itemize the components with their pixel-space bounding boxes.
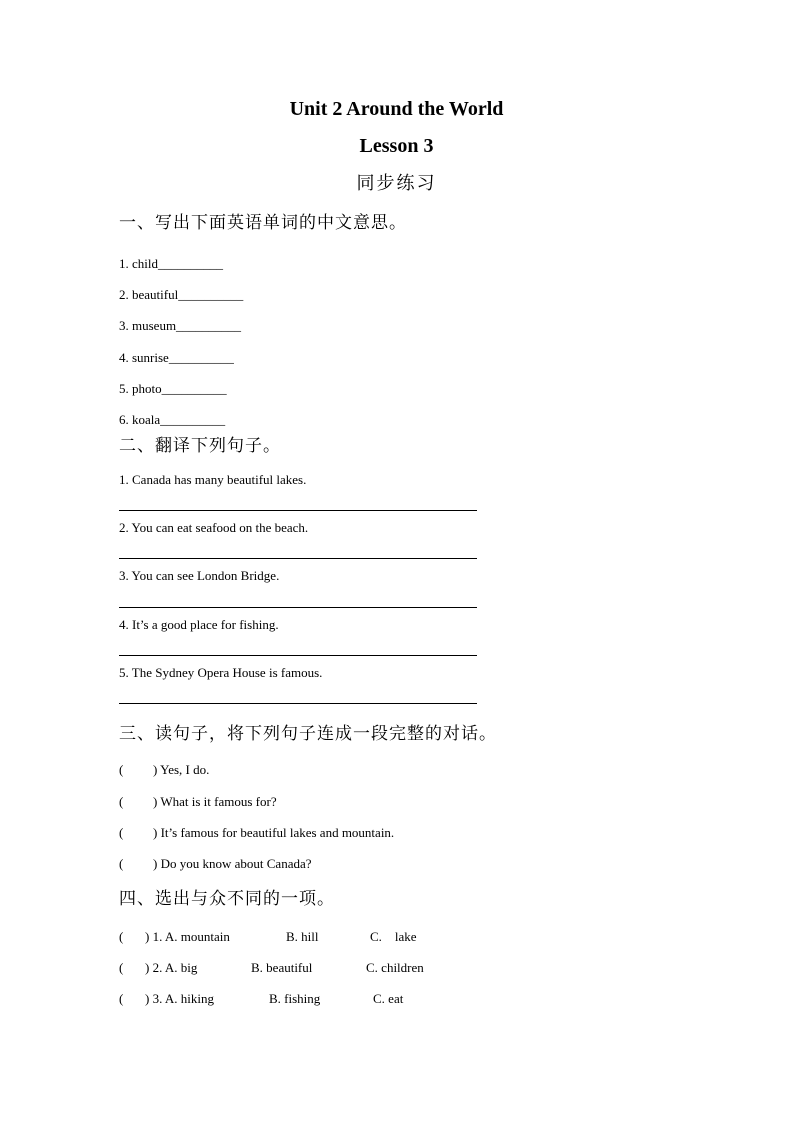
translation-item: 5. The Sydney Opera House is famous. bbox=[119, 665, 323, 680]
answer-paren-close: ) bbox=[153, 794, 158, 809]
answer-paren-close: ) bbox=[153, 762, 158, 777]
answer-paren-close: ) bbox=[153, 825, 158, 840]
answer-paren-close: ) bbox=[153, 856, 158, 871]
translation-item: 3. You can see London Bridge. bbox=[119, 568, 280, 583]
answer-paren-open: ( bbox=[119, 929, 124, 944]
option-a: 2. A. big bbox=[152, 960, 198, 975]
translation-item: 1. Canada has many beautiful lakes. bbox=[119, 472, 307, 487]
answer-paren-open: ( bbox=[119, 960, 124, 975]
mc-question bbox=[119, 960, 197, 976]
dialogue-item bbox=[119, 825, 394, 841]
page-subtitle: 同步练习 bbox=[356, 173, 437, 194]
dialogue-text: Do you know about Canada? bbox=[160, 856, 312, 871]
vocab-item: 6. koala__________ bbox=[119, 412, 226, 427]
answer-paren-open: ( bbox=[119, 794, 124, 809]
vocab-item: 1. child__________ bbox=[119, 256, 223, 271]
dialogue-text: Yes, I do. bbox=[160, 762, 210, 777]
dialogue-item bbox=[119, 794, 277, 810]
option-c: C. lake bbox=[370, 929, 417, 944]
section-4-heading: 四、选出与众不同的一项。 bbox=[119, 889, 335, 909]
dialogue-text: What is it famous for? bbox=[160, 794, 277, 809]
dialogue-item bbox=[119, 762, 209, 778]
answer-paren-close: ) bbox=[145, 929, 150, 944]
lesson-title: Lesson 3 bbox=[359, 135, 434, 157]
answer-paren-open: ( bbox=[119, 762, 124, 777]
vocab-item: 4. sunrise__________ bbox=[119, 350, 234, 365]
option-a: 3. A. hiking bbox=[152, 991, 214, 1006]
answer-line bbox=[119, 607, 477, 608]
answer-paren-open: ( bbox=[119, 825, 124, 840]
answer-line bbox=[119, 558, 477, 559]
mc-question bbox=[119, 929, 230, 945]
answer-line bbox=[119, 655, 477, 656]
option-b: B. fishing bbox=[269, 991, 321, 1006]
vocab-item: 2. beautiful__________ bbox=[119, 287, 244, 302]
answer-paren-open: ( bbox=[119, 991, 124, 1006]
answer-paren-close: ) bbox=[145, 960, 150, 975]
page-title: Unit 2 Around the World bbox=[289, 98, 504, 120]
option-a: 1. A. mountain bbox=[152, 929, 230, 944]
dialogue-text: It’s famous for beautiful lakes and mountain. bbox=[160, 825, 395, 840]
option-b: B. hill bbox=[286, 929, 319, 944]
answer-paren-open: ( bbox=[119, 856, 124, 871]
vocab-item: 3. museum__________ bbox=[119, 318, 242, 333]
translation-item: 2. You can eat seafood on the beach. bbox=[119, 520, 309, 535]
answer-paren-close: ) bbox=[145, 991, 150, 1006]
option-c: C. children bbox=[366, 960, 424, 975]
section-1-heading: 一、写出下面英语单词的中文意思。 bbox=[119, 213, 407, 233]
answer-line bbox=[119, 510, 477, 511]
section-2-heading: 二、翻译下列句子。 bbox=[119, 436, 281, 456]
dialogue-item bbox=[119, 856, 312, 872]
translation-item: 4. It’s a good place for fishing. bbox=[119, 617, 279, 632]
option-c: C. eat bbox=[373, 991, 404, 1006]
section-3-heading: 三、读句子，将下列句子连成一段完整的对话。 bbox=[119, 724, 497, 744]
vocab-item: 5. photo__________ bbox=[119, 381, 227, 396]
mc-question bbox=[119, 991, 214, 1007]
option-b: B. beautiful bbox=[251, 960, 313, 975]
answer-line bbox=[119, 703, 477, 704]
